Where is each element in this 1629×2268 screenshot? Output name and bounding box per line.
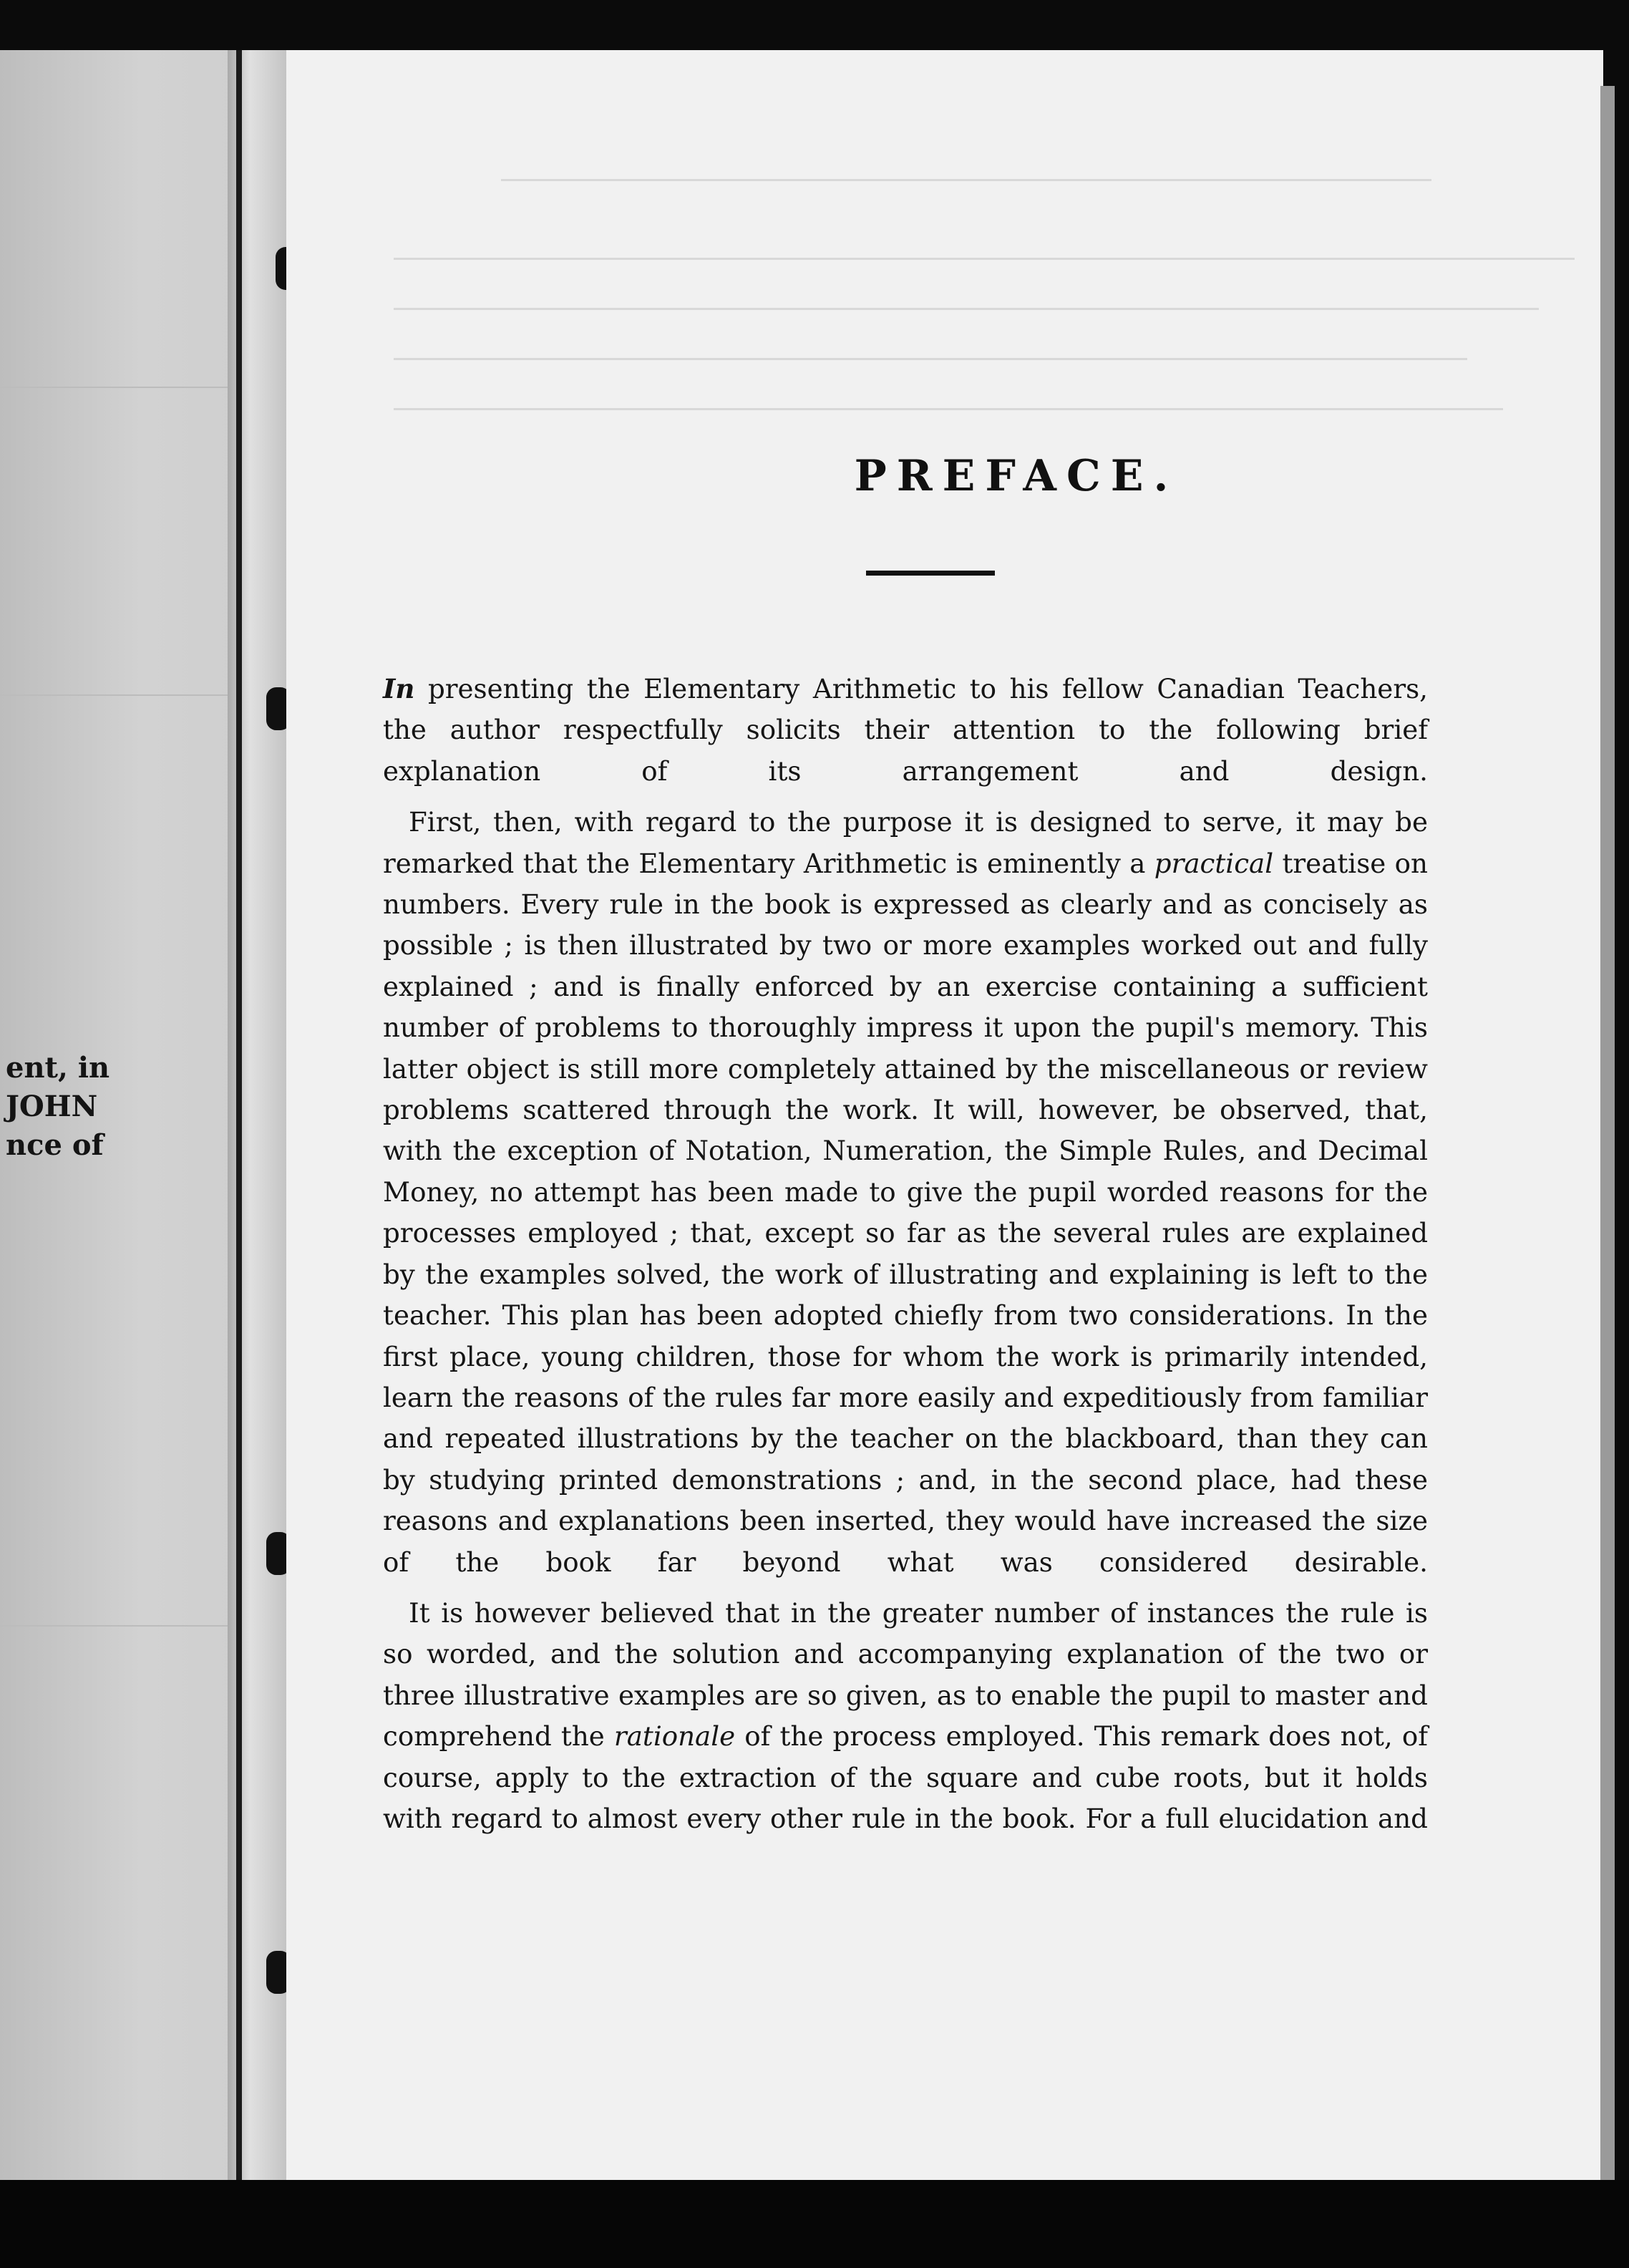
paragraph-text: of the process employed. This remark does not, of course, apply to the extraction of the square and cube roots, but it holds with regard to almost every other rule in the book. For a full elucidation and	[383, 1720, 1429, 1834]
left-fragment: ent, in	[6, 1051, 110, 1085]
preface-body	[383, 669, 1428, 1839]
show-through-line	[0, 694, 236, 696]
show-through-line	[394, 358, 1467, 360]
paragraph	[383, 669, 1428, 792]
spine-line	[236, 50, 242, 2219]
paragraph	[383, 1593, 1428, 1839]
bottom-shadow	[0, 2180, 1629, 2268]
show-through-line	[0, 387, 236, 388]
left-page	[0, 50, 236, 2219]
emphasis-text: practical	[1154, 847, 1274, 879]
paragraph-text: treatise on numbers. Every rule in the book is expressed as clearly and as concisely as possible ; is then illustrated by two or more examples worked out and fully explained ; and is finally enforced by an exercise containing a sufficient number of problems to thoroughly impress it upon the pupil's memory. This latter object is still more completely attained by the miscellaneous or review problems scattered through the work. It will, however, be observed, that, with the exception of Notation, Numeration, the Simple Rules, and Decimal Money, no attempt has been made to give the pupil worded reasons for the processes employed ; that, except so far as the several rules are explained by the examples solved, the work of illustrating and explaining is left to the teacher. This plan has been adopted chiefly from two considerations. In the first place, young children, those for whom the work is primarily intended, learn the reasons of the rules far more easily and expeditiously from familiar and repeated illustrations by the teacher on the blackboard, than they can by studying printed demonstrations ; and, in the second place, had these reasons and explanations been inserted, they would have increased the size of the book far beyond what was considered desirable.	[383, 847, 1428, 1578]
paragraph	[383, 802, 1428, 1583]
page-title: PREFACE.	[854, 451, 1179, 501]
paragraph-text: presenting the Elementary Arithmetic to his fellow Canadian Teachers, the author respectfully solicits their attention to the following brief explanation of its arrangement and design.	[383, 673, 1428, 787]
paragraph-text: First, then, with regard to the purpose it is designed to serve, it may be remarked that the Elementary Arithmetic is eminently a	[383, 806, 1428, 879]
show-through-line	[0, 1625, 236, 1627]
left-fragment: nce of	[6, 1128, 104, 1162]
show-through-line	[394, 258, 1575, 260]
show-through-line	[501, 179, 1431, 181]
paragraph-text: It is however believed that in the greater number of instances the rule is so worded, and the solution and accompanying explanation of the two or three illustrative examples are so given, as to enable the pupil to master and comprehend the	[383, 1596, 1428, 1753]
show-through-line	[394, 408, 1503, 410]
left-fragment: JOHN	[6, 1090, 98, 1123]
lead-in-word: In	[383, 673, 415, 704]
emphasis-text: rationale	[613, 1720, 736, 1753]
page-edge	[1600, 86, 1615, 2191]
show-through-line	[394, 308, 1539, 310]
right-page	[286, 50, 1603, 2180]
title-rule	[866, 571, 995, 576]
left-page-text	[6, 1049, 235, 1165]
